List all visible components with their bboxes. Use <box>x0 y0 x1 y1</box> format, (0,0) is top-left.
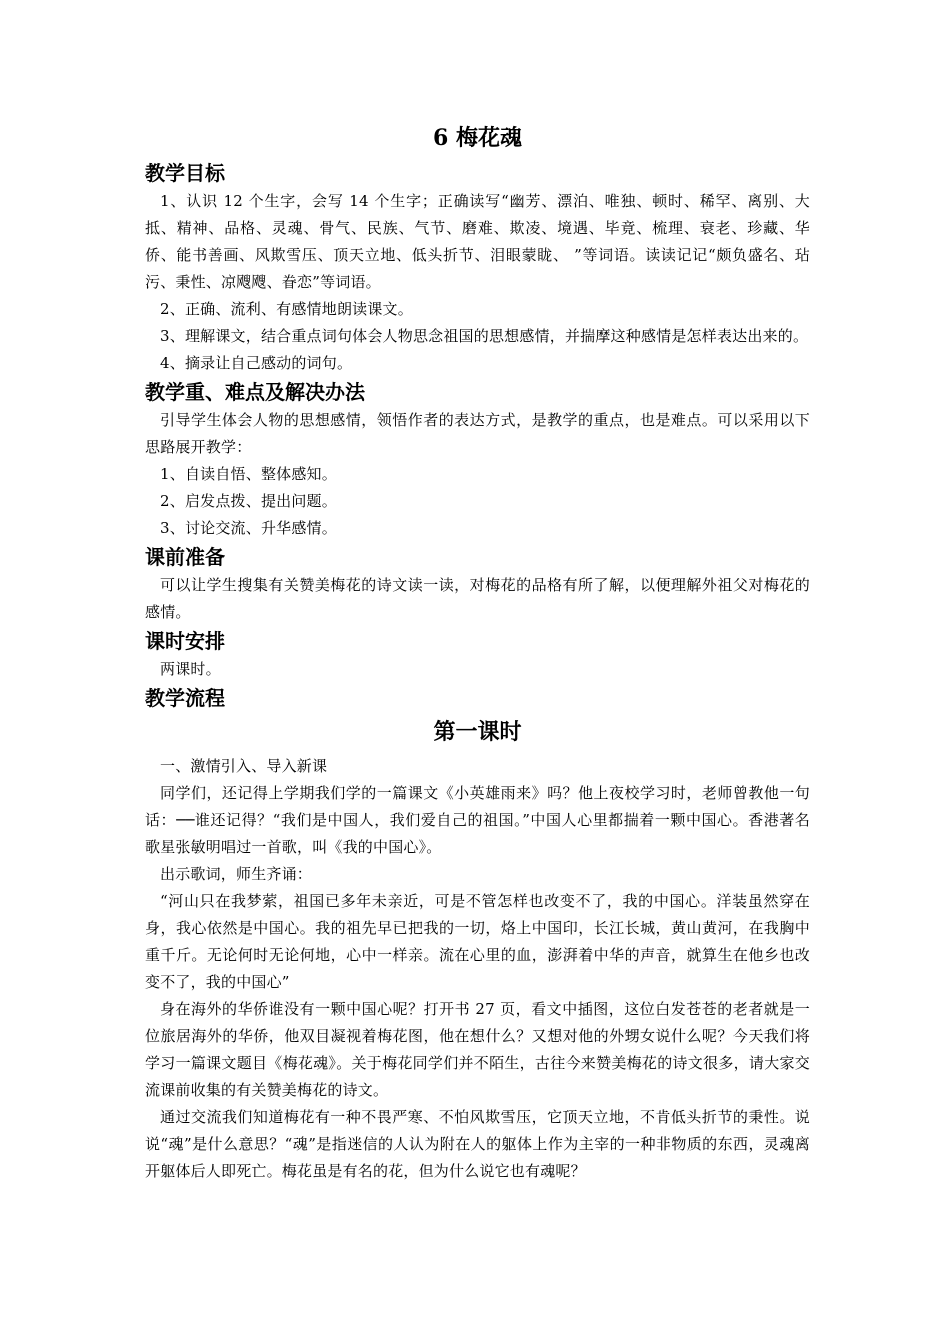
goal-item-1: 1、认识 12 个生字，会写 14 个生字；正确读写“幽芳、漂泊、唯独、顿时、稀罕、离别、大抵、精神、品格、灵魂、骨气、民族、气节、磨难、欺凌、境遇、毕竟、梳理、衰老、珍藏、华侨、能书善画、风欺雪压、顶天立地、低头折节、泪眼蒙眬、 ”等词语。读读记记“颇负盛名、玷污、秉性、凉飕飕、眷恋”等词语。 <box>145 192 810 291</box>
lesson-1-lyrics: “河山只在我梦萦，祖国已多年未亲近，可是不管怎样也改变不了，我的中国心。洋装虽然穿在身，我心依然是中国心。我的祖先早已把我的一切，烙上中国印，长江长城，黄山黄河，在我胸中重千斤。无论何时无论何地，心中一样亲。流在心里的血，澎湃着中华的声音，就算生在他乡也改变不了，我的中国心” <box>145 892 810 991</box>
heading-key-points: 教学重、难点及解决办法 <box>145 380 365 404</box>
key-point-item-3: 3、讨论交流、升华感情。 <box>160 519 337 537</box>
lesson-1-step-1: 一、激情引入、导入新课 <box>160 757 328 775</box>
heading-process: 教学流程 <box>145 686 225 710</box>
lesson-1-paragraph-4: 通过交流我们知道梅花有一种不畏严寒、不怕风欺雪压，它顶天立地，不肯低头折节的秉性。说说“魂”是什么意思？“魂”是指迷信的人认为附在人的躯体上作为主宰的一种非物质的东西，灵魂离开躯体后人即死亡。梅花虽是有名的花，但为什么说它也有魂呢？ <box>145 1108 810 1180</box>
schedule-text: 两课时。 <box>160 660 221 678</box>
heading-preparation: 课前准备 <box>145 545 225 569</box>
heading-schedule: 课时安排 <box>145 629 225 653</box>
lesson-1-paragraph-1: 同学们，还记得上学期我们学的一篇课文《小英雄雨来》吗？他上夜校学习时，老师曾教他一句话：──谁还记得？“我们是中国人，我们爱自己的祖国。”中国人心里都揣着一颗中国心。香港著名歌星张敏明唱过一首歌，叫《我的中国心》。 <box>145 784 810 856</box>
lesson-1-title: 第一课时 <box>433 720 522 745</box>
goal-item-3: 3、理解课文，结合重点词句体会人物思念祖国的思想感情，并揣摩这种感情是怎样表达出来的。 <box>160 327 809 345</box>
document-page <box>145 118 810 1185</box>
heading-teaching-goals: 教学目标 <box>145 161 225 185</box>
lesson-1-paragraph-2: 出示歌词，师生齐诵： <box>160 865 313 883</box>
goal-item-2: 2、正确、流利、有感情地朗读课文。 <box>160 300 413 318</box>
goal-item-4: 4、摘录让自己感动的词句。 <box>160 354 353 372</box>
preparation-text: 可以让学生搜集有关赞美梅花的诗文读一读，对梅花的品格有所了解，以便理解外祖父对梅花的感情。 <box>145 576 810 621</box>
key-point-item-2: 2、启发点拨、提出问题。 <box>160 492 337 510</box>
document-title: 6 梅花魂 <box>433 125 522 151</box>
key-point-item-1: 1、自读自悟、整体感知。 <box>160 465 337 483</box>
lesson-1-paragraph-3: 身在海外的华侨谁没有一颗中国心呢？打开书 27 页，看文中插图，这位白发苍苍的老者就是一位旅居海外的华侨，他双目凝视着梅花图，他在想什么？又想对他的外甥女说什么呢？今天我们将学习一篇课文题目《梅花魂》。关于梅花同学们并不陌生，古往今来赞美梅花的诗文很多，请大家交流课前收集的有关赞美梅花的诗文。 <box>145 1000 810 1099</box>
key-points-intro: 引导学生体会人物的思想感情，领悟作者的表达方式，是教学的重点，也是难点。可以采用以下思路展开教学： <box>145 411 810 456</box>
